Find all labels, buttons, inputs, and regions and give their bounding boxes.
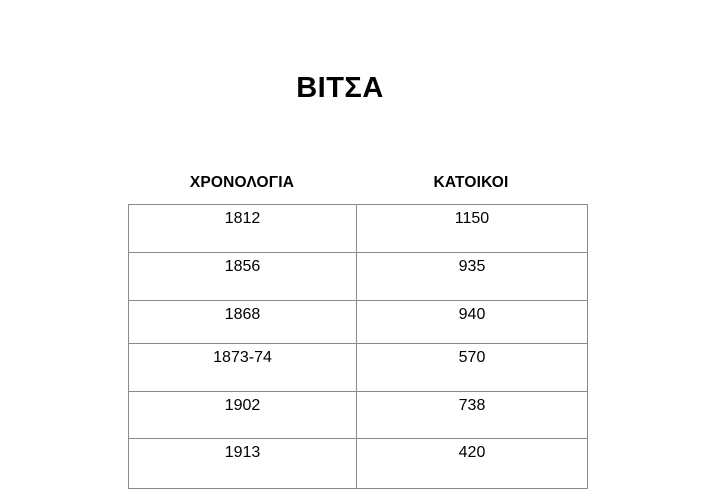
table-row [129,344,588,392]
year-cell: 1812 [129,205,357,253]
column-header-population: ΚΑΤΟΙΚΟΙ [433,174,509,191]
population-cell: 570 [357,344,588,392]
table-row [129,205,588,253]
table-row [129,301,588,344]
year-cell: 1868 [129,301,357,344]
population-cell: 1150 [357,205,588,253]
population-cell: 935 [357,253,588,301]
table-row [129,392,588,439]
table-row [129,253,588,301]
population-cell: 738 [357,392,588,439]
column-header-year: ΧΡΟΝΟΛΟΓΙΑ [189,174,295,191]
population-cell: 940 [357,301,588,344]
population-table [128,204,588,489]
year-cell: 1902 [129,392,357,439]
year-cell: 1913 [129,439,357,489]
table-row [129,439,588,489]
year-cell: 1856 [129,253,357,301]
population-cell: 420 [357,439,588,489]
document-title: ΒΙΤΣΑ [296,72,384,104]
year-cell: 1873-74 [129,344,357,392]
